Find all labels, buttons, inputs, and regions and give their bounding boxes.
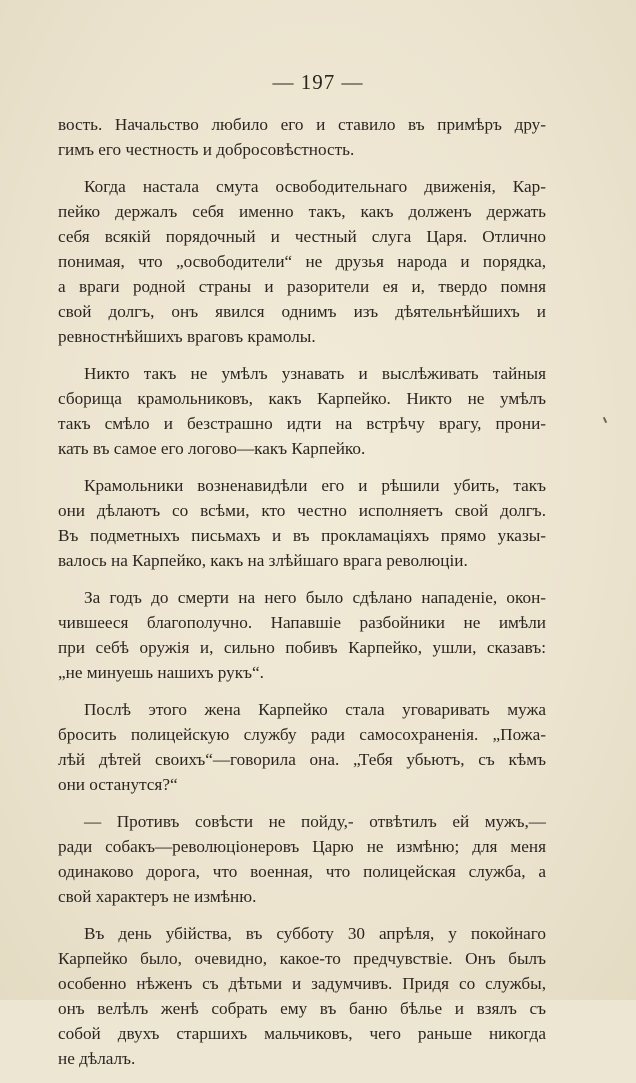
text-line: свой характеръ не измѣню. [58, 887, 257, 906]
text-line: не дѣлалъ. [58, 1049, 136, 1068]
text-line: — Противъ совѣсти не пойду,- отвѣтилъ ей мужъ,— [84, 812, 546, 831]
text-line: а враги родной страны и разорители ея и, твердо помня [58, 277, 546, 296]
text-line: такъ смѣло и безстрашно идти на встрѣчу врагу, прони- [58, 414, 546, 433]
text-line: при себѣ оружія и, сильно побивъ Карпейко, ушли, сказавъ: [58, 638, 546, 657]
text-line: сборища крамольниковъ, какъ Карпейко. Никто не умѣлъ [58, 389, 546, 408]
text-line: Когда настала смута освободительнаго движенія, Кар- [84, 177, 546, 196]
text-line: собой двухъ старшихъ мальчиковъ, чего раньше никогда [58, 1024, 546, 1043]
text-line: валось на Карпейко, какъ на злѣйшаго врага революціи. [58, 551, 468, 570]
text-line: они останутся?“ [58, 775, 178, 794]
text-line: Карпейко было, очевидно, какое-то предчувствіе. Онъ былъ [58, 949, 546, 968]
text-line: Въ день убійства, въ субботу 30 апрѣля, у покойнаго [84, 924, 546, 943]
text-line: гимъ его честность и добросовѣстность. [58, 140, 355, 159]
paragraph [58, 361, 546, 461]
ink-speck [603, 417, 607, 423]
text-line: вость. Начальство любило его и ставило въ примѣръ дру- [58, 115, 546, 134]
text-line: бросить полицейскую службу ради самосохраненія. „Пожа- [58, 725, 546, 744]
text-line: себя всякій порядочный и честный слуга Царя. Отлично [58, 227, 546, 246]
text-line: чившееся благополучно. Напавшіе разбойники не имѣли [58, 613, 546, 632]
text-line: онъ велѣлъ женѣ собрать ему въ баню бѣлье и взялъ съ [58, 999, 546, 1018]
paragraph [58, 112, 546, 162]
text-line: кать въ самое его логово—какъ Карпейко. [58, 439, 366, 458]
text-line: За годъ до смерти на него было сдѣлано нападеніе, окон- [84, 588, 546, 607]
text-line: Никто такъ не умѣлъ узнавать и выслѣживать тайныя [84, 364, 546, 383]
text-line: „не минуешь нашихъ рукъ“. [58, 663, 264, 682]
text-line: Въ подметныхъ письмахъ и въ прокламаціяхъ прямо указы- [58, 526, 546, 545]
page-number: — 197 — [272, 70, 364, 94]
paragraph [58, 585, 546, 685]
paragraph [58, 473, 546, 573]
paragraph [58, 174, 546, 349]
text-line: пейко держалъ себя именно такъ, какъ долженъ держать [58, 202, 546, 221]
text-line: свой долгъ, онъ явился однимъ изъ дѣятельнѣйшихъ и [58, 302, 546, 321]
text-line: лѣй дѣтей своихъ“—говорила она. „Тебя убьютъ, съ кѣмъ [58, 750, 546, 769]
text-line: они дѣлаютъ со всѣми, кто честно исполняетъ свой долгъ. [58, 501, 546, 520]
text-line: Крамольники возненавидѣли его и рѣшили убить, такъ [84, 476, 546, 495]
paragraph [58, 921, 546, 1071]
paragraph [58, 697, 546, 797]
text-line: ради собакъ—революціонеровъ Царю не измѣню; для меня [58, 837, 546, 856]
text-line: Послѣ этого жена Карпейко стала уговаривать мужа [84, 700, 546, 719]
text-body [58, 112, 546, 1083]
paragraph [58, 809, 546, 909]
text-line: особенно нѣженъ съ дѣтьми и задумчивъ. Придя со службы, [58, 974, 546, 993]
text-line: одинаково дорога, что военная, что полицейская служба, а [58, 862, 546, 881]
text-line: понимая, что „освободители“ не друзья народа и порядка, [58, 252, 546, 271]
text-line: ревностнѣйшихъ враговъ крамолы. [58, 327, 316, 346]
